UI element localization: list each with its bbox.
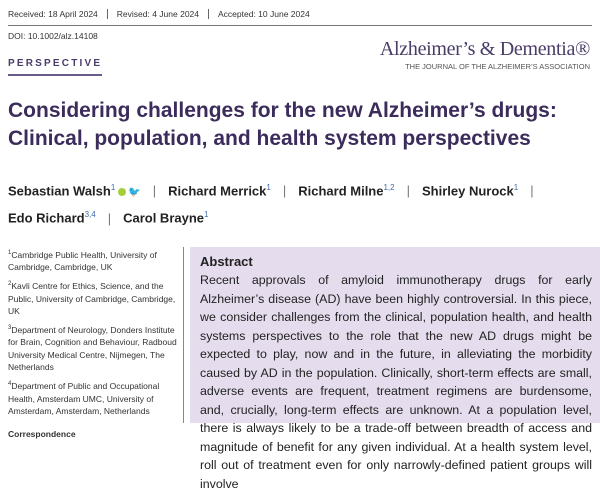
- article-dates: [8, 9, 328, 19]
- author-name: Edo Richard: [8, 210, 85, 226]
- author-affil: 1: [266, 183, 271, 192]
- affil-text: Department of Neurology, Donders Institute for Brain, Cognition and Behaviour, Radboud University Medical Centre, Nijmegen, The Netherlands: [8, 324, 177, 373]
- journal-name: Alzheimer’s & Dementia®: [379, 38, 590, 60]
- affil-num: 2: [8, 281, 12, 288]
- author-name: Sebastian Walsh: [8, 183, 111, 199]
- affil-num: 1: [8, 250, 12, 256]
- author[interactable]: [8, 177, 141, 204]
- author-name: Richard Milne: [298, 183, 384, 199]
- author-name: Carol Brayne: [123, 210, 205, 226]
- affiliations: [8, 247, 178, 445]
- separator: |: [406, 183, 410, 199]
- author[interactable]: [123, 204, 208, 229]
- received-date: Received: 18 April 2024: [8, 9, 108, 19]
- article-type: PERSPECTIVE: [8, 58, 102, 76]
- doi[interactable]: DOI: 10.1002/alz.14108: [8, 31, 98, 41]
- revised-date: Revised: 4 June 2024: [117, 9, 209, 19]
- separator: |: [107, 210, 112, 226]
- author-name: Richard Merrick: [168, 183, 267, 199]
- author[interactable]: [168, 177, 271, 202]
- journal-logo: [380, 38, 590, 71]
- correspondence-heading: Correspondence: [8, 428, 76, 439]
- twitter-icon[interactable]: 🐦: [128, 187, 141, 199]
- accepted-date: Accepted: 10 June 2024: [218, 9, 310, 19]
- author[interactable]: [422, 177, 518, 202]
- author-list: [8, 177, 598, 230]
- affil-num: 3: [8, 325, 12, 332]
- affiliation: [8, 278, 178, 317]
- author-affil: 1,2: [383, 183, 395, 192]
- affiliation: [8, 378, 178, 417]
- author-name: Shirley Nurock: [422, 183, 514, 199]
- author[interactable]: [8, 204, 96, 229]
- affil-num: 4: [8, 381, 12, 388]
- abstract-heading: Abstract: [200, 254, 253, 269]
- affiliation: [8, 322, 178, 374]
- author-affil: 1: [204, 210, 209, 220]
- separator: |: [530, 183, 534, 199]
- orcid-icon[interactable]: [118, 188, 126, 196]
- column-divider: [183, 247, 184, 423]
- abstract-box: [190, 247, 600, 491]
- author-affil: 1: [110, 183, 116, 192]
- article-title: Considering challenges for the new Alzheimer’s drugs: Clinical, population, and health system perspectives: [8, 99, 557, 150]
- journal-subtitle: THE JOURNAL OF THE ALZHEIMER’S ASSOCIATION: [405, 62, 590, 71]
- author-affil: 3,4: [84, 210, 96, 220]
- separator: |: [282, 183, 287, 199]
- header-divider: [8, 25, 592, 26]
- author-affil: 1: [513, 183, 519, 192]
- affil-text: Cambridge Public Health, University of Cambridge, Cambridge, UK: [8, 249, 157, 273]
- affiliation: [8, 247, 178, 274]
- author[interactable]: [298, 177, 394, 202]
- separator: |: [152, 183, 157, 199]
- affil-text: Department of Public and Occupational Health, Amsterdam UMC, University of Amsterdam, Amsterdam, Netherlands: [8, 381, 160, 417]
- abstract-text: Recent approvals of amyloid immunotherapy drugs for early Alzheimer’s disease (AD) have been highly controversial. In this piece, we consider challenges from the clinical, population health, and health systems perspectives to the role that the new AD drugs might be expected to play, now and in the future, in alleviating the morbidity caused by AD in the population. Clinically, short-term effects are small, adverse events are frequent, treatment regimens are burdensome, and, crucially, long-term effects are unknown. At a population level, there is always likely to be a trade-off between breadth of access and magnitude of benefit for any given individual. At a health system level, roll out of treatment even for only narrowly-defined patient groups will involve: [200, 273, 592, 491]
- affil-text: Kavli Centre for Ethics, Science, and the Public, University of Cambridge, Cambridge, UK: [8, 281, 176, 317]
